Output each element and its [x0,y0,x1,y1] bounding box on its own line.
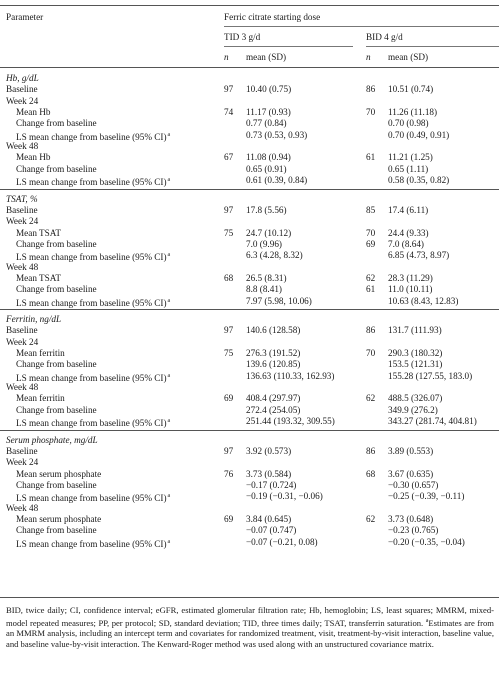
cell-bid-n: 70 [366,348,376,359]
header-tid-n: n [224,52,229,62]
cell-bid-mean: 10.51 (0.74) [388,84,434,95]
cell-bid-n: 62 [366,393,376,404]
cell-tid-mean: 7.97 (5.98, 10.06) [246,295,312,306]
row-label-text: Week 24 [6,95,39,106]
cell-bid-mean: 24.4 (9.33) [388,227,429,238]
footnote-marker: a [167,297,171,304]
cell-bid-mean: 290.3 (180.32) [388,348,443,359]
row-label-text: Week 24 [6,336,39,347]
row-label-text: LS mean change from baseline (95% CI) [16,418,167,429]
footnote-marker: a [167,493,171,500]
row-label [6,194,38,204]
cell-tid-n: 75 [224,227,234,238]
top-rule [0,5,499,6]
cell-bid-mean: 6.85 (4.73, 8.97) [388,250,450,261]
footnote-marker: a [425,617,429,624]
row-label [6,73,39,83]
row-label [6,325,38,335]
row-label [16,107,50,117]
footnote-marker: a [167,418,171,425]
row-label [6,382,38,392]
cell-bid-mean: 17.4 (6.11) [388,204,429,215]
row-label-text: Week 24 [6,216,39,227]
row-label [16,514,101,524]
cell-bid-mean: 0.70 (0.49, 0.91) [388,129,450,140]
row-label [6,216,38,226]
cell-bid-n: 68 [366,468,376,479]
row-label-text: Change from baseline [16,404,97,415]
row-label-text: Mean Hb [16,107,51,118]
section-rule [0,189,499,190]
cell-tid-mean: 10.40 (0.75) [246,84,292,95]
cell-tid-n: 75 [224,348,234,359]
row-label [6,337,38,347]
bid-rule [366,46,499,47]
row-label-text: Week 48 [6,261,39,272]
cell-bid-mean: 3.89 (0.553) [388,445,434,456]
cell-bid-mean: 11.26 (11.18) [388,107,438,118]
row-label-text: Week 48 [6,382,39,393]
cell-bid-mean: 349.9 (276.2) [388,404,438,415]
row-label-text: Baseline [6,445,38,456]
row-label-text: Ferritin, ng/dL [6,314,62,324]
row-label [16,393,65,403]
row-label-text: Baseline [6,325,38,336]
footnote-marker: a [167,131,171,138]
cell-bid-mean: 155.28 (127.55, 183.0) [388,370,473,381]
row-label-text: Week 48 [6,502,39,513]
row-label-text: LS mean change from baseline (95% CI) [16,493,167,504]
row-label [6,84,38,94]
table-footnote [6,605,494,649]
footnote-marker: a [167,177,171,184]
cell-bid-mean: 3.73 (0.648) [388,513,434,524]
cell-tid-mean: 140.6 (128.58) [246,325,301,336]
cell-bid-mean: 11.0 (10.11) [388,284,433,295]
row-label-text: Change from baseline [16,238,97,249]
cell-tid-n: 97 [224,84,234,95]
cell-tid-mean: 0.65 (0.91) [246,163,287,174]
cell-tid-mean: 139.6 (120.85) [246,359,301,370]
cell-tid-mean: −0.07 (0.747) [246,525,297,536]
cell-bid-mean: 0.65 (1.11) [388,163,429,174]
cell-bid-n: 62 [366,513,376,524]
group-rule [224,26,499,27]
header-dose-group: Ferric citrate starting dose [224,12,321,22]
header-bid: BID 4 g/d [366,32,403,42]
cell-tid-mean: 7.0 (9.96) [246,238,282,249]
cell-tid-mean: 24.7 (10.12) [246,227,292,238]
cell-bid-mean: 10.63 (8.43, 12.83) [388,295,459,306]
cell-tid-mean: 276.3 (191.52) [246,348,301,359]
cell-tid-n: 97 [224,204,234,215]
cell-tid-mean: 0.73 (0.53, 0.93) [246,129,308,140]
row-label [6,262,38,272]
row-label [16,537,170,549]
header-tid: TID 3 g/d [224,32,261,42]
row-label-text: Mean ferritin [16,393,65,404]
cell-tid-mean: 0.61 (0.39, 0.84) [246,175,308,186]
row-label-text: Mean TSAT [16,227,61,238]
row-label-text: Mean TSAT [16,272,61,283]
row-label-text: Change from baseline [16,359,97,370]
header-parameter: Parameter [6,12,44,22]
row-label [16,228,61,238]
row-label-text: Change from baseline [16,525,97,536]
row-label [6,457,38,467]
row-label-text: TSAT, % [6,193,38,204]
cell-tid-mean: 6.3 (4.28, 8.32) [246,250,303,261]
header-tid-mean: mean (SD) [246,52,287,62]
row-label [16,175,170,187]
row-label [6,503,38,513]
header-bid-n: n [366,52,371,62]
cell-tid-mean: 3.73 (0.584) [246,468,292,479]
row-label-text: LS mean change from baseline (95% CI) [16,297,167,308]
cell-tid-mean: −0.07 (−0.21, 0.08) [246,536,318,547]
row-label [16,348,65,358]
row-label-text: LS mean change from baseline (95% CI) [16,131,167,142]
row-label [16,491,170,503]
cell-tid-n: 69 [224,393,234,404]
cell-bid-mean: 153.5 (121.31) [388,359,443,370]
row-label-text: Change from baseline [16,163,97,174]
row-label [16,152,50,162]
cell-tid-mean: 26.5 (8.31) [246,272,287,283]
row-label-text: Mean Hb [16,152,51,163]
row-label [16,284,97,294]
cell-bid-n: 86 [366,84,376,95]
cell-bid-n: 62 [366,272,376,283]
row-label-text: Change from baseline [16,284,97,295]
row-label-text: Change from baseline [16,118,97,129]
cell-tid-mean: −0.17 (0.724) [246,479,297,490]
row-label-text: LS mean change from baseline (95% CI) [16,177,167,188]
row-label-text: Mean ferritin [16,348,65,359]
cell-bid-mean: −0.23 (0.765) [388,525,439,536]
row-label [16,416,170,428]
row-label-text: LS mean change from baseline (95% CI) [16,372,167,383]
footnote-marker: a [167,252,171,259]
cell-tid-mean: 0.77 (0.84) [246,118,287,129]
row-label-text: Serum phosphate, mg/dL [6,434,98,445]
cell-bid-n: 70 [366,107,376,118]
cell-tid-mean: 136.63 (110.33, 162.93) [246,370,335,381]
row-label [16,359,97,369]
row-label [6,435,98,445]
cell-bid-mean: −0.20 (−0.35, −0.04) [388,536,465,547]
cell-bid-n: 61 [366,284,376,295]
row-label [16,164,97,174]
footnote-marker: a [167,538,171,545]
cell-bid-mean: 488.5 (326.07) [388,393,443,404]
row-label-text: Baseline [6,204,38,215]
cell-tid-n: 76 [224,468,234,479]
cell-bid-mean: 3.67 (0.635) [388,468,434,479]
header-bid-mean: mean (SD) [388,52,429,62]
footnote-marker: a [167,372,171,379]
tid-rule [224,46,353,47]
row-label [6,446,38,456]
cell-bid-n: 85 [366,204,376,215]
row-label-text: LS mean change from baseline (95% CI) [16,538,167,549]
cell-bid-n: 86 [366,445,376,456]
row-label-text: Week 24 [6,457,39,468]
cell-bid-mean: 0.58 (0.35, 0.82) [388,175,450,186]
cell-tid-mean: 11.08 (0.94) [246,152,291,163]
cell-bid-n: 70 [366,227,376,238]
row-label [16,371,170,383]
row-label-text: LS mean change from baseline (95% CI) [16,252,167,263]
cell-bid-n: 61 [366,152,376,163]
cell-tid-mean: 17.8 (5.56) [246,204,287,215]
cell-tid-mean: −0.19 (−0.31, −0.06) [246,491,323,502]
row-label-text: Hb, g/dL [6,73,39,83]
row-label [16,405,97,415]
cell-bid-n: 69 [366,238,376,249]
cell-bid-mean: 131.7 (111.93) [388,325,442,336]
cell-bid-mean: −0.30 (0.657) [388,479,439,490]
cell-bid-mean: 343.27 (281.74, 404.81) [388,416,477,427]
row-label-text: Baseline [6,84,38,95]
row-label-text: Change from baseline [16,479,97,490]
row-label [16,130,170,142]
footnote-abbreviations: BID, twice daily; CI, confidence interval; eGFR, estimated glomerular filtration rate; Hb, hemoglobin; LS, least squares; MMRM, mixed-model repeated measures; PP, per protocol; SD, standard deviation; TID, three times daily; TSAT, transferrin saturation. [6,605,494,628]
cell-tid-n: 97 [224,325,234,336]
row-label [16,480,97,490]
cell-bid-mean: 11.21 (1.25) [388,152,433,163]
row-label [16,296,170,308]
cell-tid-mean: 408.4 (297.97) [246,393,301,404]
cell-tid-mean: 8.8 (8.41) [246,284,282,295]
row-label [16,273,61,283]
cell-tid-mean: 11.17 (0.93) [246,107,291,118]
bottom-rule [0,597,499,598]
row-label [16,250,170,262]
row-label [16,525,97,535]
row-label-text: Mean serum phosphate [16,468,102,479]
cell-bid-mean: 28.3 (11.29) [388,272,433,283]
row-label [6,205,38,215]
row-label [6,96,38,106]
cell-bid-n: 86 [366,325,376,336]
row-label [16,118,97,128]
cell-bid-mean: −0.25 (−0.39, −0.11) [388,491,465,502]
footnote-note: Estimates are from an MMRM analysis, including an intercept term and covariates for randomized treatment, visit, treatment-by-visit interaction, baseline value, and baseline value-by-visit interaction. The Kenward-Roger method was used along with an unstructured covariance matrix. [6,617,494,649]
row-label [6,314,61,324]
header-bottom-rule [0,67,499,68]
cell-tid-n: 74 [224,107,234,118]
row-label [6,141,38,151]
cell-tid-n: 97 [224,445,234,456]
cell-tid-n: 68 [224,272,234,283]
cell-tid-n: 67 [224,152,234,163]
section-rule [0,430,499,431]
row-label [16,239,97,249]
cell-tid-n: 69 [224,513,234,524]
row-label-text: Mean serum phosphate [16,513,102,524]
row-label [16,469,101,479]
cell-tid-mean: 3.92 (0.573) [246,445,292,456]
row-label-text: Week 48 [6,141,39,152]
section-rule [0,309,499,310]
cell-bid-mean: 7.0 (8.64) [388,238,424,249]
cell-tid-mean: 272.4 (254.05) [246,404,301,415]
cell-tid-mean: 251.44 (193.32, 309.55) [246,416,335,427]
cell-bid-mean: 0.70 (0.98) [388,118,429,129]
cell-tid-mean: 3.84 (0.645) [246,513,292,524]
